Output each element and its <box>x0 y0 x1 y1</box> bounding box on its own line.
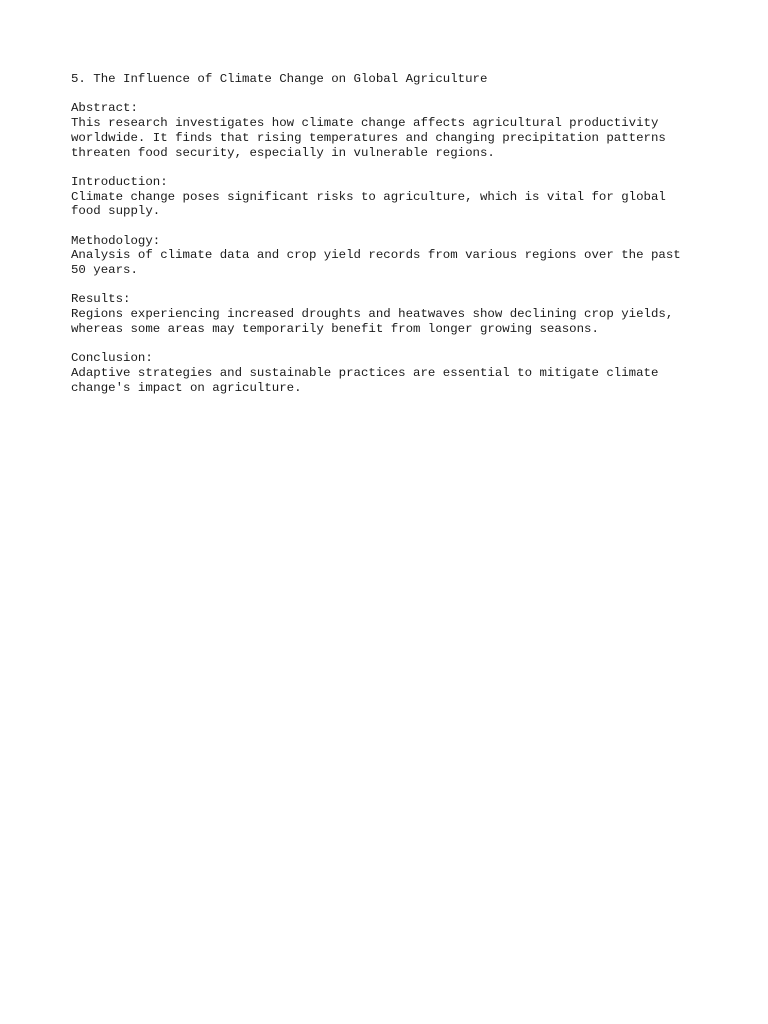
section-text-line: threaten food security, especially in vulnerable regions. <box>71 145 495 160</box>
section-text-line: change's impact on agriculture. <box>71 380 302 395</box>
section-heading: Results: <box>71 292 131 307</box>
section-text-line: Adaptive strategies and sustainable practices are essential to mitigate climate <box>71 365 659 380</box>
section-conclusion <box>71 351 711 395</box>
document-title: 5. The Influence of Climate Change on Global Agriculture <box>71 72 488 86</box>
section-heading: Introduction: <box>71 174 168 189</box>
section-text-line: food supply. <box>71 204 161 219</box>
section-methodology <box>71 234 711 278</box>
section-text-line: This research investigates how climate change affects agricultural productivity <box>71 116 659 131</box>
document-page <box>71 72 711 395</box>
section-text-line: 50 years. <box>71 263 138 278</box>
section-text-line: Regions experiencing increased droughts and heatwaves show declining crop yields, <box>71 307 674 322</box>
section-text-line: worldwide. It finds that rising temperatures and changing precipitation patterns <box>71 130 666 145</box>
section-text-line: whereas some areas may temporarily benefit from longer growing seasons. <box>71 321 599 336</box>
section-text-line: Climate change poses significant risks to agriculture, which is vital for global <box>71 189 666 204</box>
section-heading: Methodology: <box>71 233 161 248</box>
section-results <box>71 292 711 336</box>
section-heading: Abstract: <box>71 101 138 116</box>
section-abstract <box>71 101 711 160</box>
section-introduction <box>71 175 711 219</box>
section-heading: Conclusion: <box>71 351 153 366</box>
section-text-line: Analysis of climate data and crop yield records from various regions over the past <box>71 248 681 263</box>
